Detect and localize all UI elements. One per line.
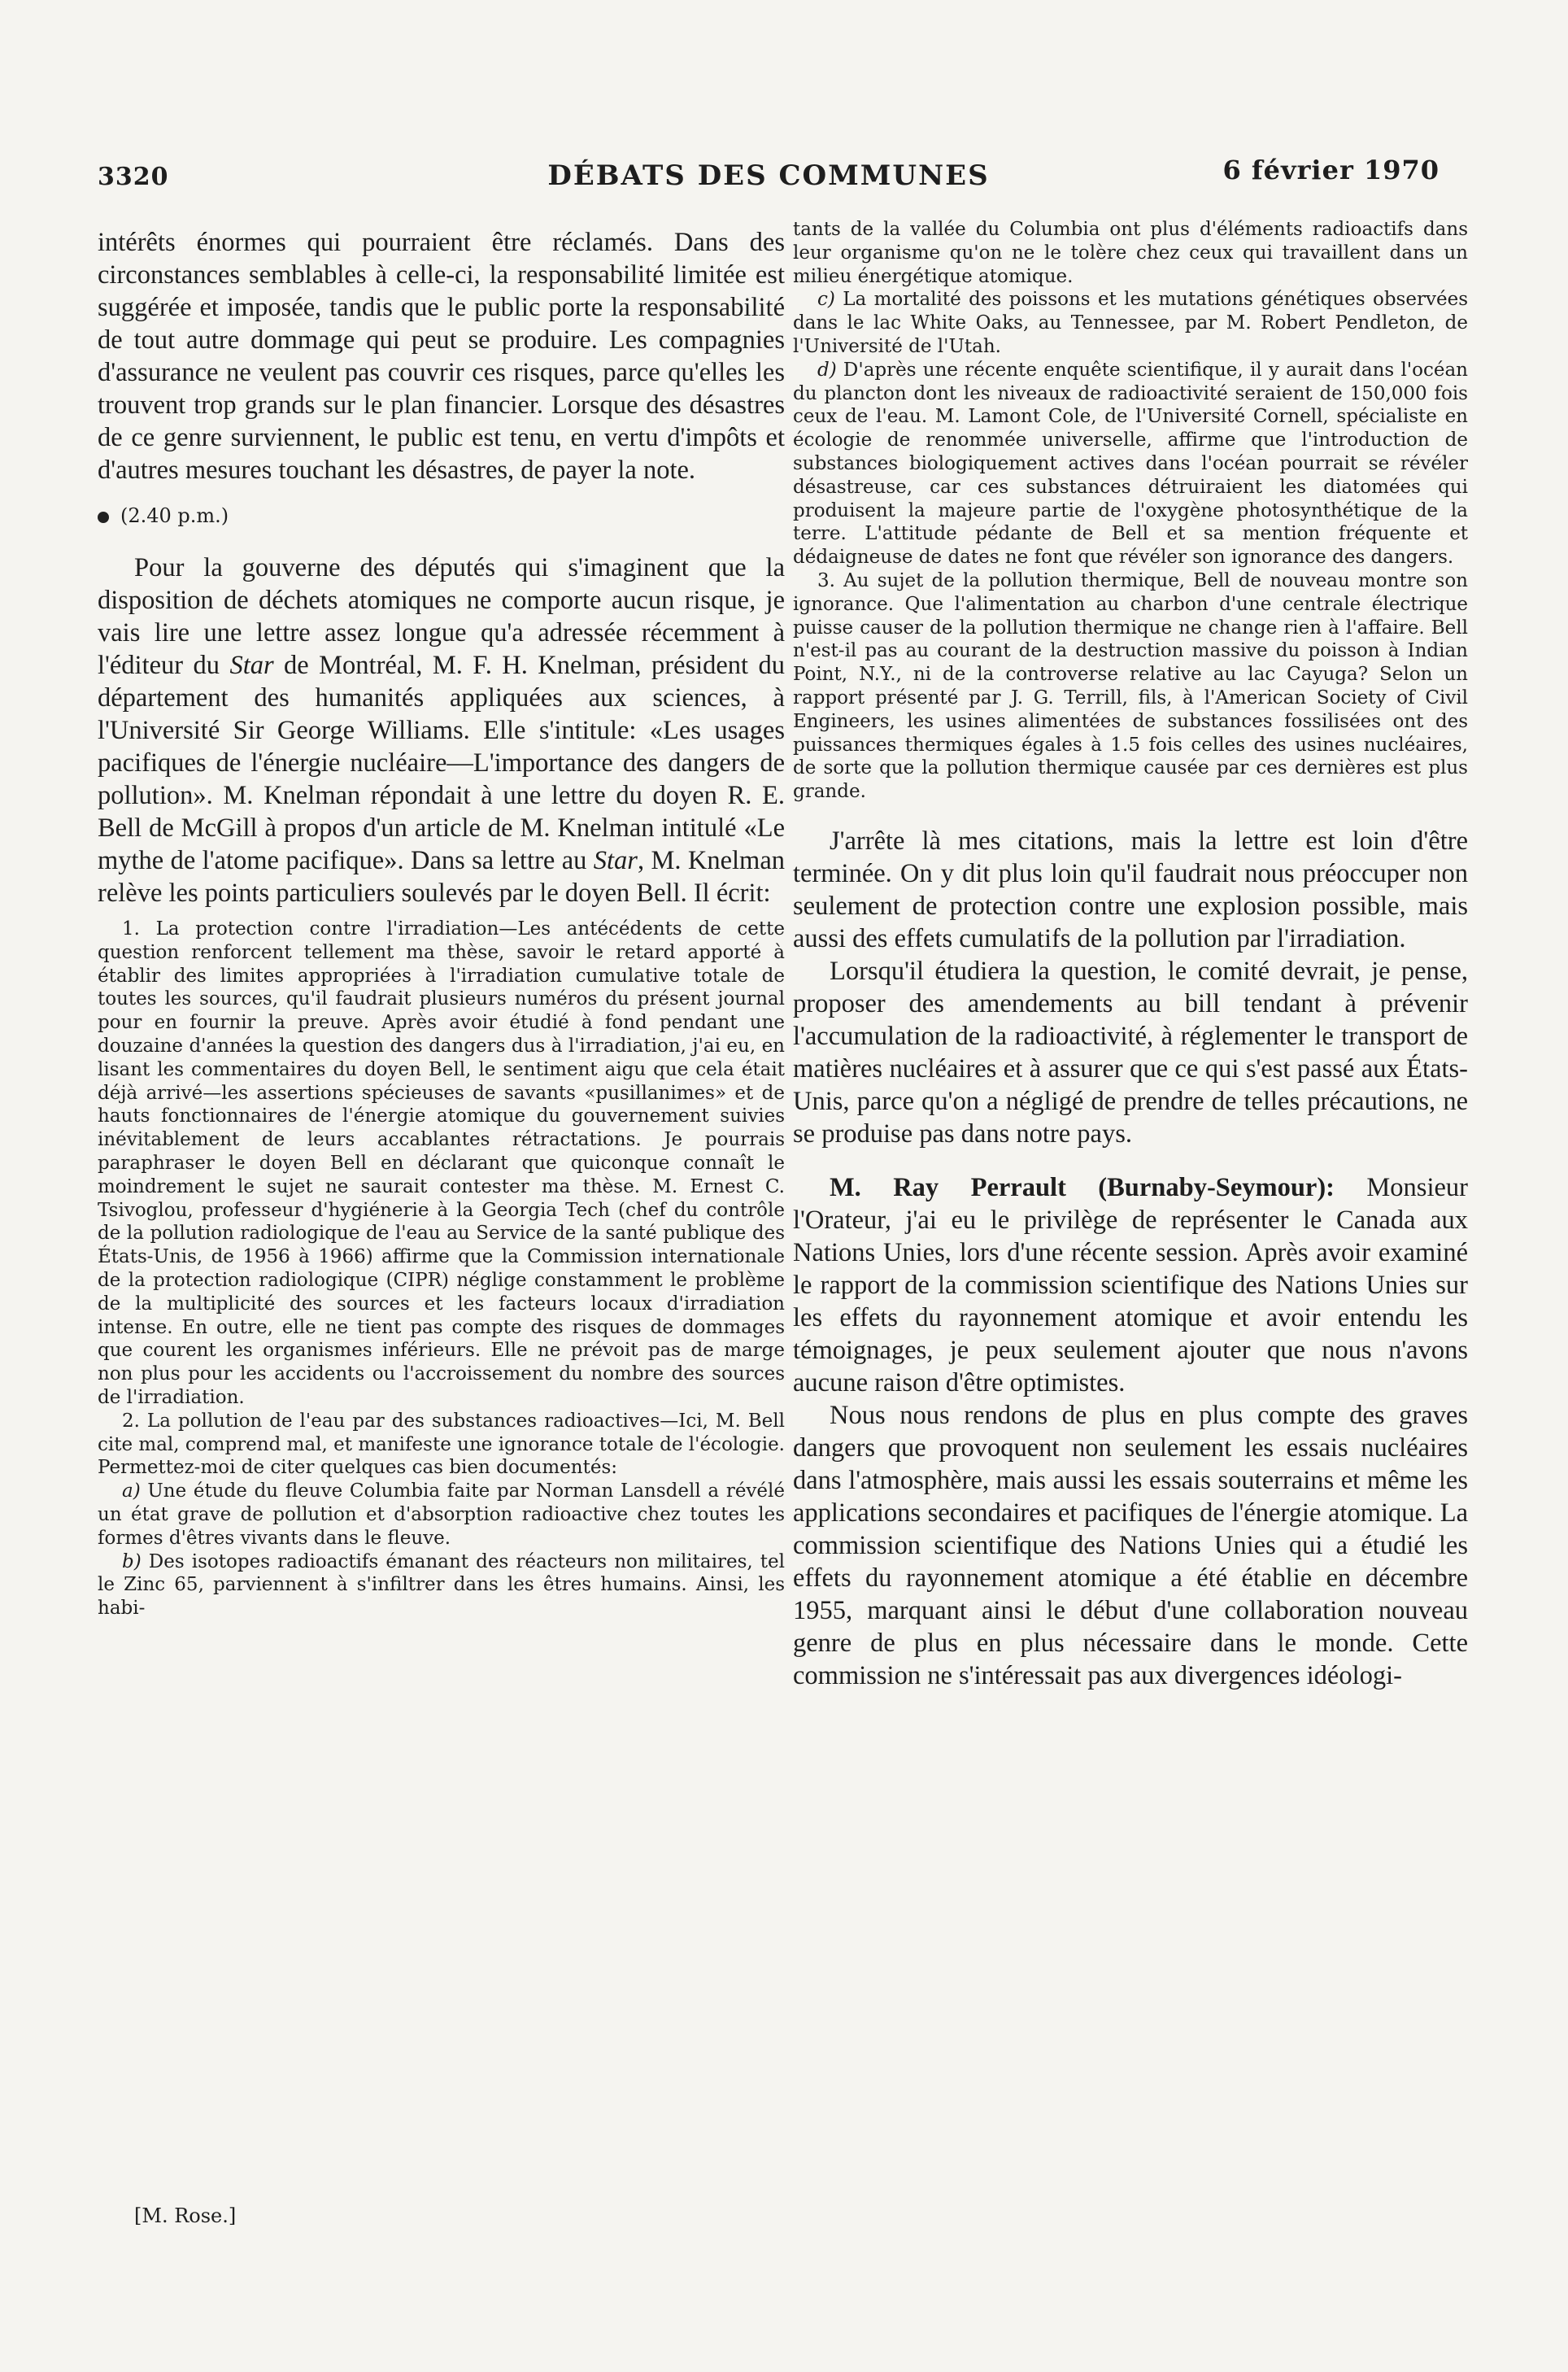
item-label: c) (817, 289, 835, 311)
item-label: d) (817, 359, 837, 381)
paragraph: Lorsqu'il étudiera la question, le comité devrait, je pense, proposer des amendements au bill tendant à prévenir l'accumulation de la radioactivité, à réglementer le transport de matières nucléaires et à assurer que ce qui s'est passé aux États-Unis, parce qu'on a négligé de prendre de telles précautions, ne se produise pas dans notre pays. (793, 956, 1468, 1149)
quoted-paragraph: 2. La pollution de l'eau par des substances radioactives—Ici, M. Bell cite mal, comprend mal, et manifeste une ignorance totale de l'écologie. Permettez-moi de citer quelques cas bien documentés: (98, 1410, 785, 1479)
item-label: b) (122, 1550, 142, 1572)
quoted-paragraph: 1. La protection contre l'irradiation—Les antécédents de cette question renforcent tellement ma thèse, savoir le retard apporté à établir des limites appropriées à l'irradiation cumulative totale de toutes les sources, qu'il faudrait plusieurs numéros du présent journal pour en fournir la preuve. Après avoir étudié à fond pendant une douzaine d'années la question des dangers dus à l'irradiation, j'ai eu, en lisant les commentaires du doyen Bell, le sentiment aigu que cela était déjà arrivé—les assertions spécieuses de savants «pusillanimes» et de hauts fonctionnaires de l'énergie atomique du gouvernement suivies inévitablement de leurs accablantes rétractations. Je pourrais paraphraser le doyen Bell en déclarant que quiconque connaît le moindrement le sujet ne saurait contester ma thèse. M. Ernest C. Tsivoglou, professeur d'hygiénerie à la Georgia Tech (chef du contrôle de la pollution radiologique de l'eau au Service de la santé publique des États-Unis, de 1956 à 1966) affirme que la Commission internationale de la protection radiologique (CIPR) néglige constamment le problème de la multiplicité des sources et les facteurs locaux d'irradiation intense. En outre, elle ne tient pas compte des risques de dommages que courent les organismes inférieurs. Elle ne prévoit pas de marge non plus pour les accidents ou l'accroissement du nombre des sources de l'irradiation. (98, 918, 785, 1408)
speaker-note: [M. Rose.] (134, 2204, 237, 2227)
spacer (793, 804, 1468, 825)
issue-date: 6 février 1970 (1222, 155, 1440, 185)
time-marker-text: (2.40 p.m.) (120, 504, 229, 527)
right-column (793, 218, 1468, 2219)
speech-paragraph (793, 1171, 1468, 1399)
bullet-icon (98, 512, 109, 523)
page-header (98, 155, 1440, 197)
quoted-item (793, 288, 1468, 358)
item-text: D'après une récente enquête scientifique, il y aurait dans l'océan du plancton dont les niveaux de radioactivité seraient de 150,000 fois ceux de l'eau. M. Lamont Cole, de l'Université Cornell, spécialiste en écologie de renommée universelle, affirme que l'introduction de substances biologiquement actives dans l'océan pourrait se révéler désastreuse, car ces substances détruiraient les diatomées qui produisent la majeure partie de l'oxygène photosynthétique de la terre. L'attitude pédante de Bell et sa mention fréquente et dédaigneuse de dates ne font que révéler son ignorance des dangers. (793, 359, 1468, 569)
paragraph-text: , M. Knelman relève les points particuliers soulevés par le doyen Bell. Il écrit: (98, 846, 785, 908)
time-marker (98, 504, 785, 527)
quoted-paragraph: tants de la vallée du Columbia ont plus d'éléments radioactifs dans leur organisme qu'on ne le tolère chez ceux qui travaillent dans un milieu énergétique atomique. (793, 219, 1468, 287)
paragraph: Nous nous rendons de plus en plus compte des graves dangers que provoquent non seulement les essais nucléaires dans l'atmosphère, mais aussi les essais souterrains et même les applications secondaires et pacifiques de l'énergie atomique. La commission scientifique des Nations Unies qui a étudié les effets du rayonnement atomique a été établie en décembre 1955, marquant ainsi le début d'une collaboration nouveau genre de plus en plus nécessaire dans le monde. Cette commission ne s'intéressait pas aux divergences idéologi- (793, 1400, 1468, 1690)
paragraph-text: Monsieur l'Orateur, j'ai eu le privilège de représenter le Canada aux Nations Unies, lors d'une récente session. Après avoir examiné le rapport de la commission scientifique des Nations Unies sur les effets du rayonnement atomique et avoir entendu les témoignages, je peux seulement ajouter que nous n'avons aucune raison d'être optimistes. (793, 1172, 1468, 1397)
paragraph (98, 552, 785, 909)
paragraph: intérêts énormes qui pourraient être réclamés. Dans des circonstances semblables à celle-ci, la responsabilité limitée est suggérée et imposée, tandis que le public porte la responsabilité de tout autre dommage qui peut se produire. Les compagnies d'assurance ne veulent pas couvrir ces risques, parce qu'elles les trouvent trop grands sur le plan financier. Lorsque des désastres de ce genre surviennent, le public est tenu, en vertu d'impôts et d'autres mesures touchant les désastres, de payer la note. (98, 228, 785, 485)
left-column (98, 226, 785, 2195)
item-label: a) (122, 1480, 141, 1502)
quoted-paragraph: 3. Au sujet de la pollution thermique, Bell de nouveau montre son ignorance. Que l'alimentation au charbon d'une centrale électrique puisse causer de la pollution thermique ne change rien à l'affaire. Bell n'est-il pas au courant de la destruction massive du poisson à Indian Point, N.Y., ni de la controverse relative au lac Cayuga? Selon un rapport présenté par J. G. Terrill, fils, à l'American Society of Civil Engineers, les usines alimentées de substances fossilisées ont des puissances thermiques égales à 1.5 fois celles des usines nucléaires, de sorte que la pollution thermique causée par ces dernières est plus grande. (793, 569, 1468, 803)
item-text: Une étude du fleuve Columbia faite par Norman Lansdell a révélé un état grave de pollution et d'absorption radioactive chez toutes les formes d'êtres vivants dans le fleuve. (98, 1480, 785, 1549)
item-text: Des isotopes radioactifs émanant des réacteurs non militaires, tel le Zinc 65, parviennent à s'infiltrer dans les êtres humains. Ainsi, les habi- (98, 1550, 785, 1620)
page-number: 3320 (98, 163, 169, 191)
quoted-item (98, 1480, 785, 1550)
paragraph-text: de Montréal, M. F. H. Knelman, président du département des humanités appliquées aux sciences, à l'Université Sir George Williams. Elle s'intitule: «Les usages pacifiques de l'énergie nucléaire—L'importance des dangers de pollution». M. Knelman répondait à une lettre du doyen R. E. Bell de McGill à propos d'un article de M. Knelman intitulé «Le mythe de l'atome pacifique». Dans sa lettre au (98, 651, 785, 875)
publication-title: DÉBATS DES COMMUNES (547, 159, 990, 192)
item-text: La mortalité des poissons et les mutations génétiques observées dans le lac White Oaks, au Tennessee, par M. Robert Pendleton, de l'Université de l'Utah. (793, 289, 1468, 357)
speaker-name: M. Ray Perrault (Burnaby-Seymour): (830, 1172, 1335, 1202)
paragraph-text: Pour la gouverne des députés qui s'imaginent que la disposition de déchets atomiques ne comporte aucun risque, je vais lire une lettre assez longue qu'a adressée récemment à l'éditeur du (98, 553, 785, 680)
quoted-item (793, 359, 1468, 569)
newspaper-name: Star (229, 651, 274, 680)
quoted-item (98, 1550, 785, 1620)
newspaper-name: Star (593, 846, 638, 875)
paragraph: J'arrête là mes citations, mais la lettre est loin d'être terminée. On y dit plus loin qu'il faudrait nous préoccuper non seulement de protection contre une explosion possible, mais aussi des effets cumulatifs de la pollution par l'irradiation. (793, 826, 1468, 953)
spacer (793, 1150, 1468, 1171)
